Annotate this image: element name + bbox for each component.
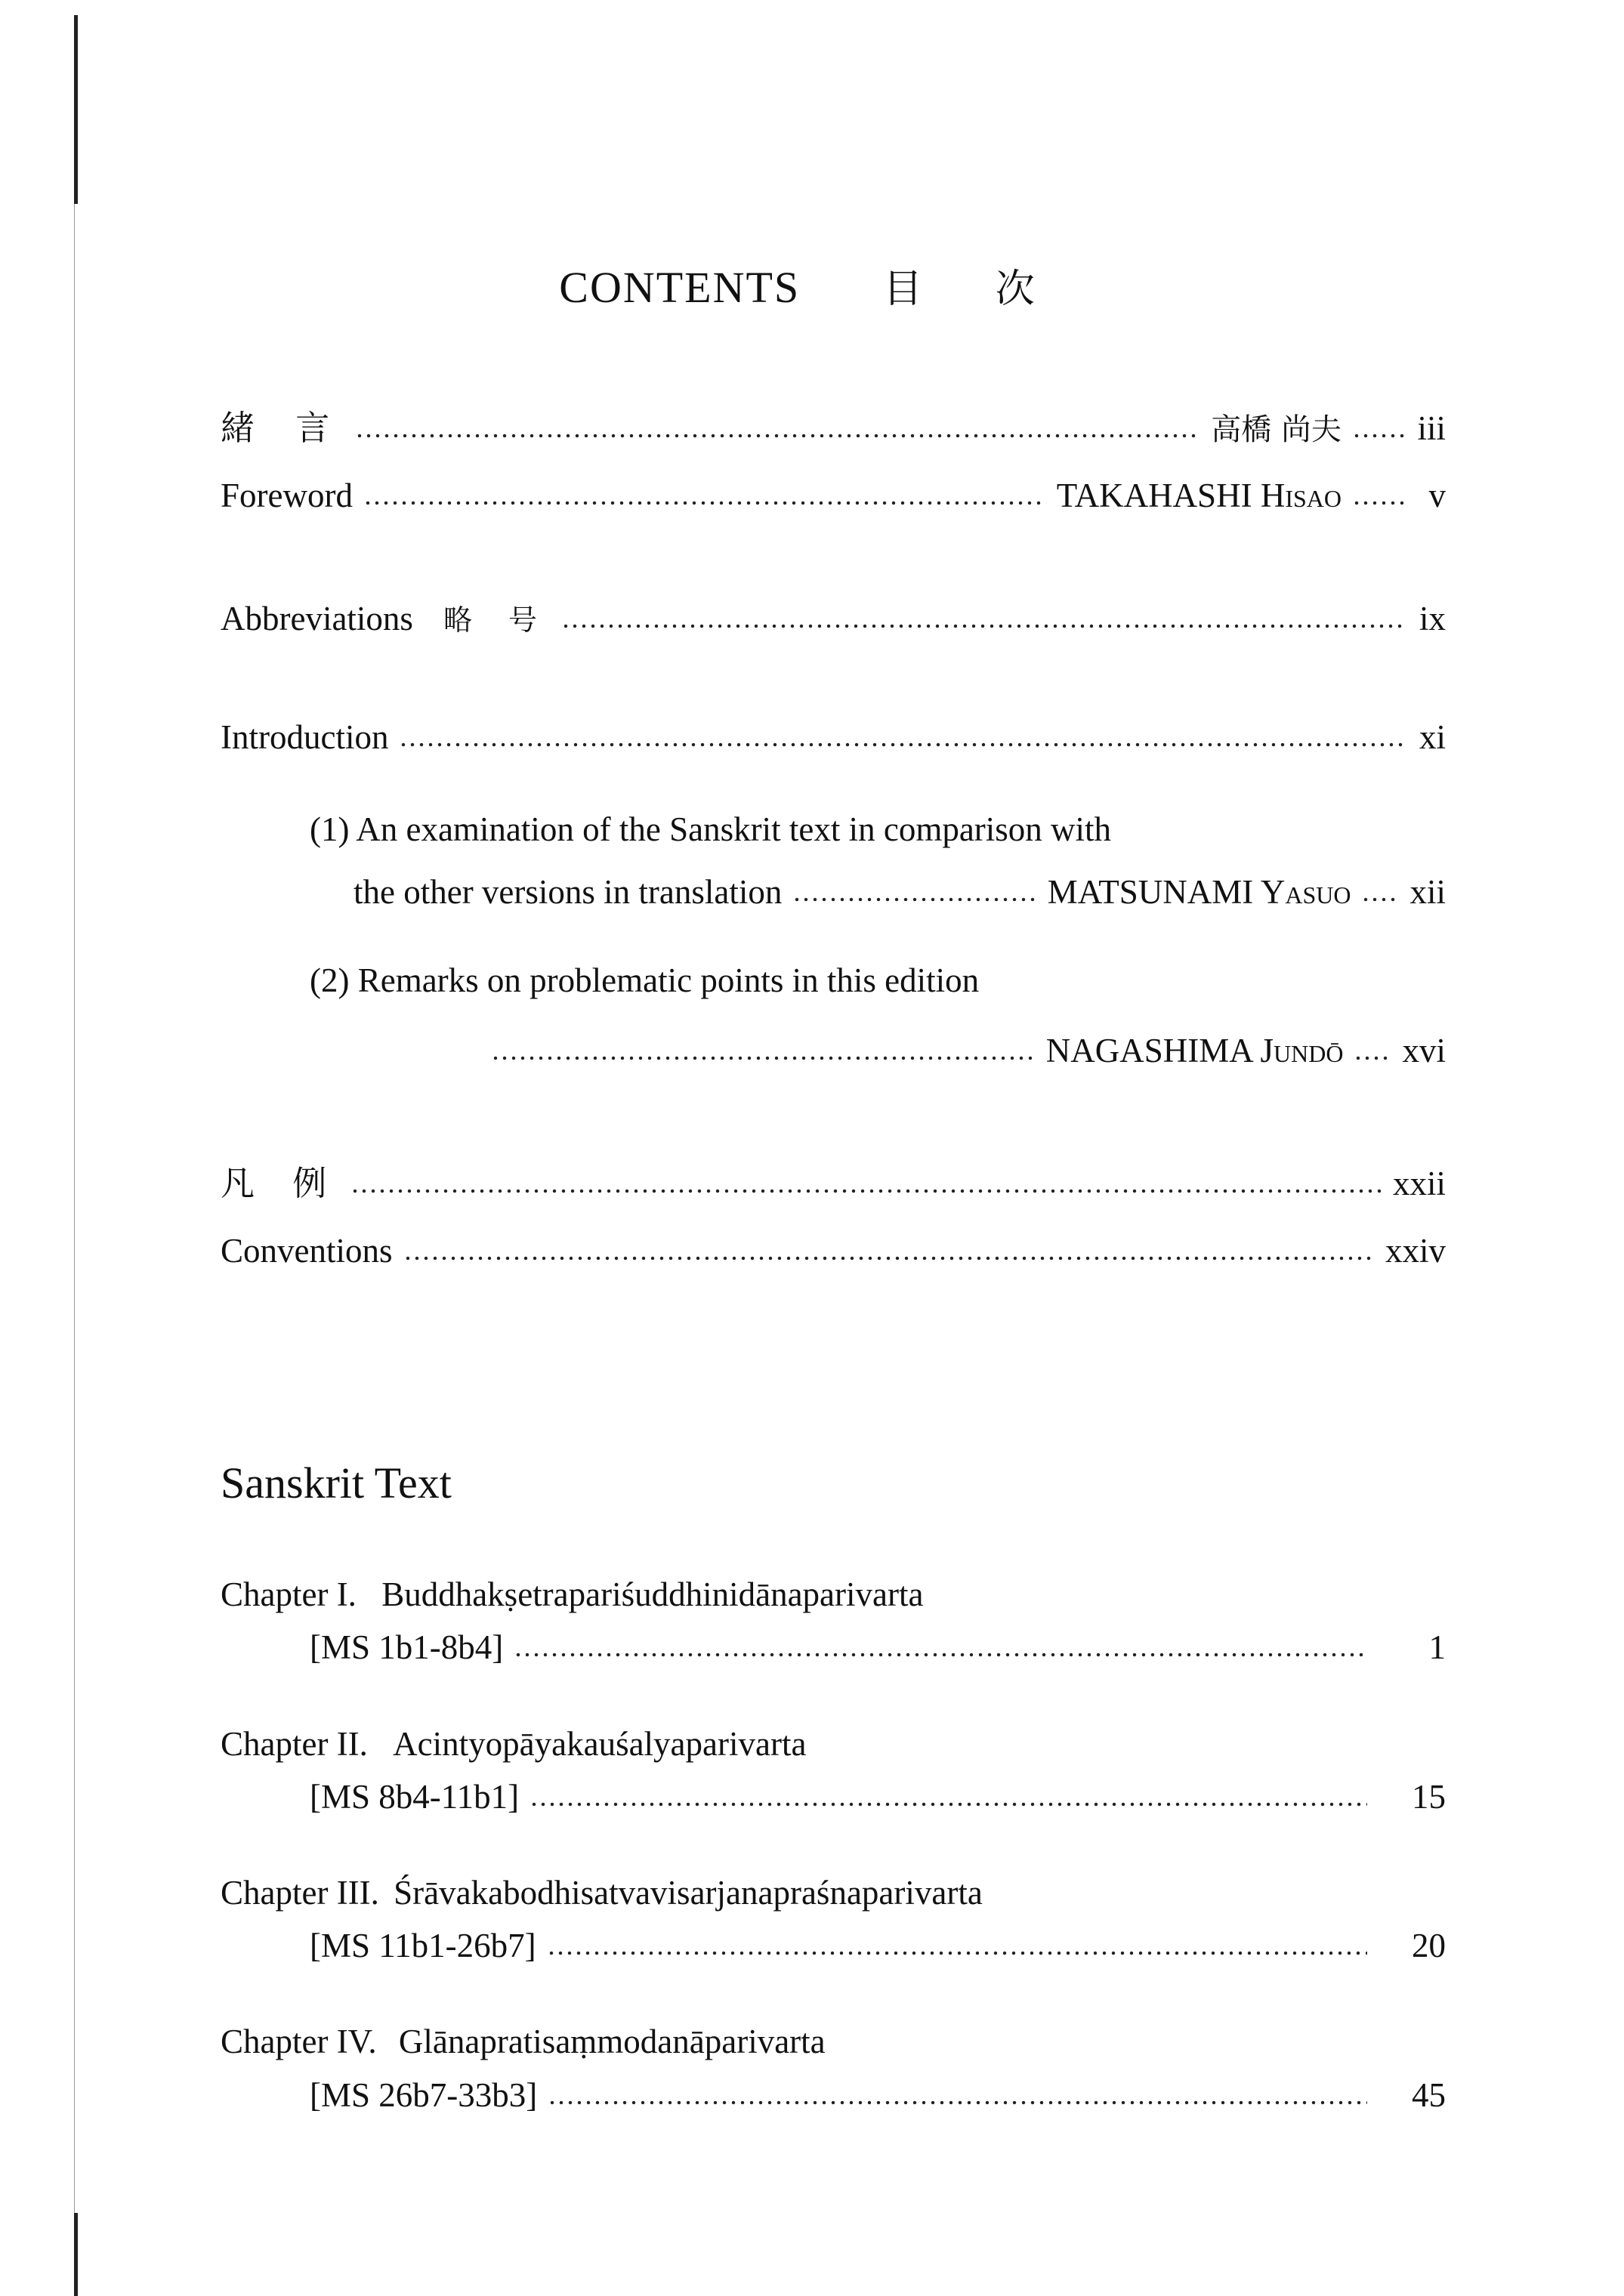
toc-page: xi (1419, 718, 1446, 756)
chapter-ms: [MS 8b4-11b1] (310, 1778, 520, 1816)
title-english: CONTENTS (559, 263, 801, 312)
toc-entry-conventions[interactable] (221, 1231, 1446, 1270)
leader-dots (403, 1256, 1375, 1261)
toc-author: NAGASHIMA Jundō (1045, 1032, 1344, 1069)
chapter-name: Buddhakṣetrapariśuddhinidānaparivarta (381, 1575, 924, 1613)
leader-dots (1361, 897, 1399, 902)
toc-entry-abbreviations[interactable] (221, 597, 1446, 638)
toc-page: ix (1419, 600, 1446, 637)
toc-author: MATSUNAMI Yasuo (1047, 873, 1351, 911)
toc-page: xxiv (1385, 1232, 1446, 1270)
leader-dots (363, 501, 1046, 505)
toc-label-jp: 略 号 (443, 603, 551, 637)
chapter-name: Śrāvakabodhisatvavisarjanapraśnaparivarta (394, 1874, 983, 1912)
leader-dots (561, 624, 1405, 628)
toc-entry-preface-jp[interactable] (221, 400, 1446, 449)
toc-page: v (1428, 477, 1446, 514)
toc-page: 20 (1412, 1927, 1446, 1964)
toc-page: 45 (1412, 2076, 1446, 2114)
chapter-4-title[interactable] (221, 2022, 826, 2061)
toc-sub-entry-1[interactable] (354, 872, 1446, 912)
page-title (0, 257, 1624, 313)
leader-dots (1354, 1056, 1391, 1060)
toc-author: TAKAHASHI Hisao (1056, 477, 1341, 514)
toc-page: iii (1417, 409, 1446, 447)
toc-label: Conventions (221, 1232, 393, 1270)
toc-label: 凡 例 (221, 1163, 341, 1203)
chapter-4-entry[interactable] (310, 2075, 1446, 2115)
chapter-1-title[interactable] (221, 1575, 923, 1614)
leader-dots (1352, 434, 1405, 438)
scan-edge-line (74, 204, 75, 2213)
chapter-2-entry[interactable] (310, 1777, 1446, 1816)
chapter-2-title[interactable] (221, 1724, 806, 1764)
scan-edge-bottom (74, 2213, 78, 2296)
toc-page: xii (1409, 873, 1446, 911)
chapter-ms: [MS 1b1-8b4] (310, 1628, 504, 1666)
chapter-number: Chapter IV. (221, 2023, 377, 2060)
leader-dots (529, 1802, 1367, 1807)
chapter-1-entry[interactable] (310, 1628, 1446, 1667)
leader-dots (547, 1951, 1367, 1955)
title-japanese: 目 次 (883, 267, 1065, 312)
toc-label: Introduction (221, 718, 389, 756)
chapter-number: Chapter II. (221, 1725, 368, 1763)
chapter-ms: [MS 26b7-33b3] (310, 2076, 538, 2114)
toc-sub-entry-2[interactable] (491, 1031, 1446, 1070)
leader-dots (514, 1653, 1367, 1657)
leader-dots (399, 742, 1405, 747)
chapter-3-entry[interactable] (310, 1926, 1446, 1965)
chapter-ms: [MS 11b1-26b7] (310, 1927, 536, 1964)
leader-dots (355, 434, 1200, 438)
toc-label: the other versions in translation (354, 873, 783, 911)
section-heading: Sanskrit Text (221, 1458, 452, 1508)
toc-entry-usage-jp[interactable] (221, 1156, 1446, 1205)
toc-label: Foreword (221, 477, 353, 514)
toc-entry-foreword[interactable] (221, 476, 1446, 515)
chapter-3-title[interactable] (221, 1873, 983, 1912)
chapter-number: Chapter I. (221, 1575, 357, 1613)
toc-page: xvi (1402, 1032, 1446, 1069)
leader-dots (792, 897, 1036, 902)
chapter-name: Acintyopāyakauśalyaparivarta (393, 1725, 807, 1763)
leader-dots (1352, 501, 1405, 505)
toc-page: 15 (1412, 1778, 1446, 1816)
leader-dots (491, 1056, 1036, 1060)
toc-page: 1 (1428, 1628, 1446, 1666)
toc-entry-introduction[interactable] (221, 718, 1446, 757)
toc-sub-entry-2-line1[interactable]: (2) Remarks on problematic points in this edition (310, 961, 980, 999)
toc-label: 緒 言 (221, 408, 345, 448)
leader-dots (548, 2100, 1367, 2105)
toc-page: xxii (1392, 1165, 1446, 1202)
toc-label: Abbreviations (221, 600, 413, 637)
toc-sub-entry-1-line1[interactable]: (1) An examination of the Sanskrit text in comparison with (310, 810, 1112, 848)
chapter-number: Chapter III. (221, 1874, 379, 1912)
scan-edge-top (74, 15, 78, 204)
chapter-name: Glānapratisaṃmodanāparivarta (398, 2023, 826, 2060)
leader-dots (350, 1189, 1382, 1193)
toc-author: 高橋 尚夫 (1211, 412, 1341, 447)
